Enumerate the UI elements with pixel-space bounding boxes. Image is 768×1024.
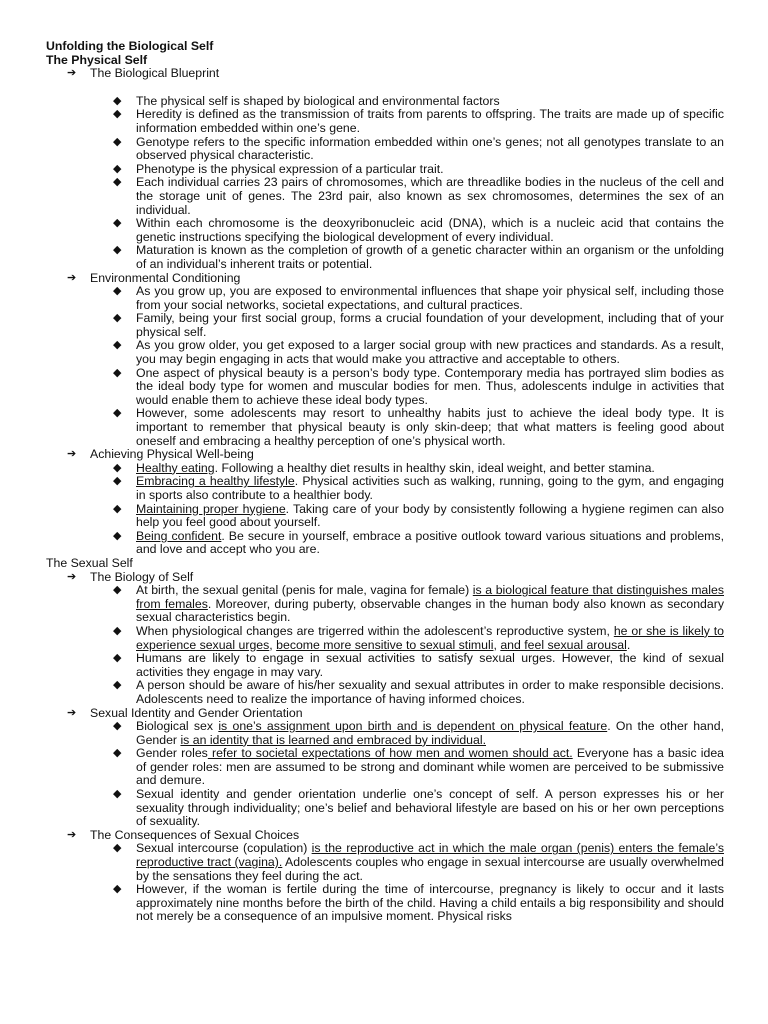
section-title-physical-self: The Physical Self (46, 52, 148, 67)
underlined-text: is the reproductive act in which the male organ (penis) enters the female’s reproductive tract (vagina). (136, 841, 724, 870)
underlined-text: Being confident (136, 528, 222, 543)
bullet-text: A person should be aware of his/her sexuality and sexual attributes in order to make responsible decisions. Adolescents need to realize the importance of having informed choices. (136, 678, 724, 706)
diamond-bullet-icon: ◆ (113, 502, 122, 515)
diamond-bullet-icon: ◆ (113, 108, 122, 121)
bullet-text: Phenotype is the physical expression of a particular trait. (136, 161, 444, 176)
bullet-text: Each individual carries 23 pairs of chromosomes, which are threadlike bodies in the nucleus of the cell and the storage unit of genes. The 23rd pair, also known as sex chromosomes, determines the sex of an individual. (136, 175, 724, 217)
bullet-item (46, 883, 724, 924)
bullet-item (46, 285, 724, 312)
bullet-item (46, 244, 724, 271)
bullet-text: . Physical activities such as walking, running, going to the gym, and engaging in sports also contribute to a healthier body. (136, 474, 725, 502)
arrow-bullet-icon: ➔ (67, 448, 77, 461)
underlined-text: is an identity that is learned and embraced by individual. (180, 732, 486, 747)
bullet-item (46, 788, 724, 829)
diamond-bullet-icon: ◆ (113, 407, 122, 420)
document-page (46, 40, 724, 924)
blank-line (46, 81, 724, 95)
bullet-item (46, 720, 724, 747)
diamond-bullet-icon: ◆ (113, 162, 122, 175)
subheading-text: Achieving Physical Well-being (90, 447, 254, 462)
document-title: Unfolding the Biological Self (46, 39, 214, 53)
underlined-text: become more sensitive to sexual stimuli (276, 637, 494, 652)
bullet-text: Sexual identity and gender orientation underlie one’s concept of self. A person expresses his or her sexuality through individuality; one’s belief and behavioral lifestyle are based on his or her own perceptions of sexuality. (136, 787, 724, 829)
underlined-text: he or she is likely to experience sexual urges (136, 623, 724, 652)
subheading-text: Sexual Identity and Gender Orientation (90, 705, 303, 720)
bullet-text: Genotype refers to the specific information embedded within one’s genes; not all genotypes translate to an observed physical characteristic. (136, 134, 724, 163)
bullet-text: . Taking care of your body by consistently following a hygiene regimen can also help you feel good about yourself. (136, 501, 724, 530)
bullet-item (46, 95, 724, 109)
diamond-bullet-icon: ◆ (113, 679, 122, 692)
arrow-bullet-icon: ➔ (67, 828, 77, 841)
bullet-text: However, some adolescents may resort to unhealthy habits just to achieve the ideal body type. It is important to remember that physical beauty is only skin-deep; that what matters is feeling good about oneself and embracing a healthy perception of one’s physical worth. (136, 406, 724, 448)
bullet-text: Maturation is known as the completion of growth of a genetic character within an organism or the unfolding of an individual’s inherent traits or potential. (136, 243, 724, 271)
bullet-text: The physical self is shaped by biological and environmental factors (136, 93, 500, 108)
physical-self-sections (46, 67, 724, 557)
diamond-bullet-icon: ◆ (113, 788, 122, 801)
diamond-bullet-icon: ◆ (113, 584, 122, 597)
bullet-text: Gender roles (136, 746, 208, 761)
bullet-text: Within each chromosome is the deoxyribonucleic acid (DNA), which is a nucleic acid that contains the genetic instructions specifying the biological development of every individual. (136, 216, 724, 244)
bullet-text: Family, being your first social group, forms a crucial foundation of your development, including that of your physical self. (136, 311, 724, 339)
bullet-text: . Following a healthy diet results in healthy skin, ideal weight, and better stamina. (214, 460, 655, 475)
bullet-item (46, 108, 724, 135)
bullet-text: Humans are likely to engage in sexual activities to satisfy sexual urges. However, the kind of sexual activities they engage in may vary. (136, 651, 724, 679)
bullet-item (46, 367, 724, 408)
bullet-item (46, 462, 724, 476)
bullet-text: Sexual intercourse (copulation) (136, 841, 312, 856)
bullet-text: Heredity is defined as the transmission of traits from parents to offspring. The traits are made up of specific information embedded within one’s gene. (136, 107, 724, 135)
bullet-text: Biological sex (136, 719, 219, 734)
bullet-text: . Moreover, during puberty, observable changes in the human body also known as secondary sexual characteristics begin. (136, 596, 724, 625)
section-title-sexual-self: The Sexual Self (46, 555, 133, 570)
arrow-bullet-icon: ➔ (67, 706, 77, 719)
underlined-text: is a biological feature that distinguishes males from females (136, 583, 724, 611)
subheading-text: The Biology of Self (90, 569, 194, 584)
bullet-text: As you grow older, you get exposed to a larger social group with new practices and standards. As a result, you may begin engaging in acts that would make you attractive and acceptable to others. (136, 338, 724, 367)
bullet-item (46, 842, 724, 883)
bullet-item (46, 530, 724, 557)
diamond-bullet-icon: ◆ (113, 176, 122, 189)
underlined-text: and feel sexual arousal (500, 637, 627, 652)
diamond-bullet-icon: ◆ (113, 883, 122, 896)
diamond-bullet-icon: ◆ (113, 652, 122, 665)
bullet-text: At birth, the sexual genital (penis for male, vagina for female) (136, 583, 473, 598)
diamond-bullet-icon: ◆ (113, 461, 122, 474)
subheading-environmental-conditioning (46, 272, 724, 286)
underlined-text: Maintaining proper hygiene (136, 501, 286, 516)
subheading-text: The Consequences of Sexual Choices (90, 827, 300, 842)
bullet-text: One aspect of physical beauty is a person’s body type. Contemporary media has portrayed slim bodies as the ideal body type for women and muscular bodies for men. Thus, adolescents indulge in activities that would enable them to achieve these ideal body types. (136, 365, 724, 407)
subheading-text: The Biological Blueprint (90, 66, 220, 81)
bullet-text: However, if the woman is fertile during the time of intercourse, pregnancy is likely to occur and it lasts approximately nine months before the birth of the child. Having a child entails a big responsibility and should not merely be a consequence of an impulsive moment. Physical risks (136, 882, 724, 924)
arrow-bullet-icon: ➔ (67, 67, 77, 80)
subheading-text: Environmental Conditioning (90, 270, 241, 285)
diamond-bullet-icon: ◆ (113, 244, 122, 257)
bullet-item (46, 176, 724, 217)
subheading-the-consequences-of-sexual-choices (46, 829, 724, 843)
bullet-item (46, 475, 724, 502)
bullet-item (46, 339, 724, 366)
bullet-text: , (269, 637, 277, 652)
bullet-item (46, 584, 724, 625)
diamond-bullet-icon: ◆ (113, 135, 122, 148)
bullet-item (46, 625, 724, 652)
underlined-text: is one’s assignment upon birth and is dependent on physical feature (218, 719, 608, 734)
diamond-bullet-icon: ◆ (113, 475, 122, 488)
subheading-achieving-physical-well-being (46, 448, 724, 462)
underlined-text: Embracing a healthy lifestyle (136, 474, 295, 489)
diamond-bullet-icon: ◆ (113, 217, 122, 230)
diamond-bullet-icon: ◆ (113, 94, 122, 107)
arrow-bullet-icon: ➔ (67, 271, 77, 284)
bullet-text: Everyone has a basic idea of gender roles: men are assumed to be strong and dominant while women are perceived to be submissive and demure. (136, 746, 724, 788)
diamond-bullet-icon: ◆ (113, 285, 122, 298)
bullet-item (46, 136, 724, 163)
bullet-item (46, 679, 724, 706)
bullet-item (46, 217, 724, 244)
diamond-bullet-icon: ◆ (113, 366, 122, 379)
bullet-text: . Be secure in yourself, embrace a positive outlook toward various situations and problems, and love and accept who you are. (136, 528, 724, 557)
diamond-bullet-icon: ◆ (113, 747, 122, 760)
bullet-text: . (626, 637, 631, 652)
bullet-item (46, 652, 724, 679)
bullet-item (46, 747, 724, 788)
diamond-bullet-icon: ◆ (113, 529, 122, 542)
bullet-text: . On the other hand, Gender (136, 719, 724, 747)
subheading-the-biology-of-self (46, 571, 724, 585)
subheading-the-biological-blueprint (46, 67, 724, 81)
arrow-bullet-icon: ➔ (67, 570, 77, 583)
bullet-item (46, 163, 724, 177)
underlined-text: Healthy eating (136, 460, 215, 475)
bullet-text: Adolescents couples who engage in sexual intercourse are usually overwhelmed by the sensations they feel during the act. (136, 855, 724, 883)
bullet-item (46, 407, 724, 448)
diamond-bullet-icon: ◆ (113, 720, 122, 733)
diamond-bullet-icon: ◆ (113, 339, 122, 352)
diamond-bullet-icon: ◆ (113, 624, 122, 637)
bullet-item (46, 312, 724, 339)
bullet-text: As you grow up, you are exposed to environmental influences that shape yoir physical self, including those from your social networks, societal expectations, and cultural practices. (136, 284, 724, 312)
bullet-text: , (493, 637, 501, 652)
bullet-text: When physiological changes are trigerred within the adolescent’s reproductive system, (136, 623, 614, 638)
diamond-bullet-icon: ◆ (113, 842, 122, 855)
diamond-bullet-icon: ◆ (113, 312, 122, 325)
subheading-sexual-identity-and-gender-orientation (46, 707, 724, 721)
underlined-text: refer to societal expectations of how men and women should act. (207, 746, 573, 761)
sexual-self-sections (46, 571, 724, 924)
bullet-item (46, 503, 724, 530)
